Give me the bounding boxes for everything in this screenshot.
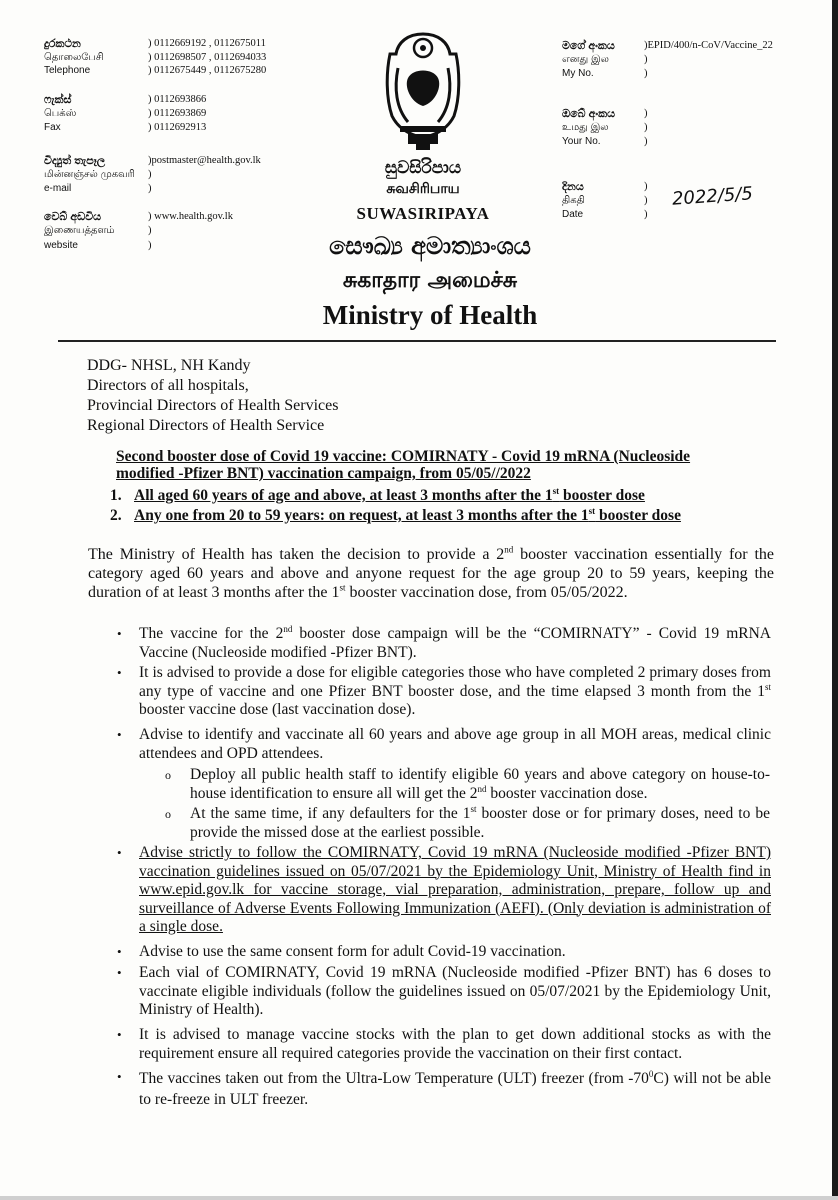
website-paren-2: ) — [148, 225, 152, 236]
bullet-marker: • — [117, 665, 122, 680]
bullet-marker: • — [117, 1069, 122, 1084]
bullet-consent-form: Advise to use the same consent form for adult Covid-19 vaccination. — [139, 943, 566, 960]
bullet-ult-freezer: The vaccines taken out from the Ultra-Low Temperature (ULT) freezer (from $-70^0C$) will not be able to re-freeze in ULT freezer. — [139, 1068, 771, 1108]
bullet-guidelines: Advise strictly to follow the COMIRNATY, Covid 19 mRNA (Nucleoside modified -Pfizer BNT) vaccination guidelines issued on 05/07/2021 by the Epidemiology Unit, Ministry of Health find in www.epid.gov.lk for vaccine storage, vial preparation, administration, prepare, follow up and surveillance of Adverse Events Following Immunization (AEFI). (Only deviation is administration of a single dose. — [139, 844, 771, 935]
email-paren-2: ) — [148, 169, 152, 180]
bullet-eligibility: It is advised to provide a dose for eligible categories those who have completed 2 primary doses from any type of vaccine and one Pfizer BNT booster dose, and the time elapsed 3 month from the 1st booster vaccine dose (last vaccination dose). — [139, 664, 771, 718]
scan-edge-bottom — [0, 1196, 838, 1200]
email-paren-3: ) — [148, 183, 152, 194]
emblem-name-ta: சுவசிரிபாய — [386, 181, 460, 197]
fax-label-si: ෆැක්ස් — [44, 94, 72, 106]
your-no-label-si: ඔබේ අංකය — [562, 108, 615, 120]
website-paren-3: ) — [148, 240, 152, 251]
ministry-name-ta: சுகாதார அமைச்சு — [342, 268, 518, 293]
telephone-label-en: Telephone — [44, 65, 91, 76]
bullet-marker: • — [117, 1027, 122, 1042]
emblem-name-en: SUWASIRIPAYA — [356, 204, 490, 223]
sub-bullet-marker: o — [165, 807, 171, 821]
my-no-label-ta: எனது இல — [562, 54, 609, 65]
scan-edge-right — [832, 0, 838, 1200]
email-value: )postmaster@health.gov.lk — [148, 155, 261, 166]
subject-line-1: Second booster dose of Covid 19 vaccine: COMIRNATY - Covid 19 mRNA (Nucleoside — [116, 448, 691, 465]
bullet-vial-doses: Each vial of COMIRNATY, Covid 19 mRNA (Nucleoside modified -Pfizer BNT) has 6 doses to vaccinate eligible individuals (follow the guidelines issued on 05/07/2021 by the Epidemiology Unit, Ministry of Health). — [139, 964, 771, 1018]
date-paren-2: ) — [644, 195, 648, 206]
handwritten-date: 2022/5/5 — [671, 183, 754, 210]
my-no-paren-3: ) — [644, 68, 648, 79]
telephone-value-2: ) 0112698507 , 0112694033 — [148, 52, 267, 63]
addressee-line: Directors of all hospitals, — [87, 377, 249, 394]
addressee-block — [87, 356, 338, 436]
website-label-si: වෙබ් අඩවිය — [44, 211, 102, 223]
date-label-ta: திகதி — [562, 195, 585, 206]
date-paren-1: ) — [644, 181, 648, 192]
emblem-name-si: සුවසිරිපාය — [384, 158, 462, 178]
fax-value-1: ) 0112693866 — [148, 94, 207, 105]
numbered-item-2: 2. Any one from 20 to 59 years: on request, at least 3 months after the 1st booster dose — [110, 505, 681, 524]
fax-value-2: ) 0112693869 — [148, 108, 207, 119]
website-label-ta: இணையத்தளம் — [44, 225, 115, 236]
bullet-marker: • — [117, 845, 122, 860]
item-number: 1. — [110, 487, 122, 504]
email-label-ta: மின்னஞ்சல் முகவரி — [44, 169, 135, 180]
my-no-label-en: My No. — [562, 68, 594, 79]
numbered-item-1: 1. All aged 60 years of age and above, at least 3 months after the 1st booster dose — [110, 485, 645, 504]
my-no-value: )EPID/400/n-CoV/Vaccine_22 — [644, 40, 773, 51]
sub-bullet-defaulters: At the same time, if any defaulters for the 1st booster dose or for primary doses, need to be provide the missed dose at the earliest possible. — [190, 803, 771, 841]
website-value: ) www.health.gov.lk — [148, 211, 233, 222]
bullet-vaccine-type: The vaccine for the 2nd booster dose campaign will be the “COMIRNATY” - Covid 19 mRNA Vaccine (Nucleoside modified -Pfizer BNT). — [139, 623, 771, 661]
bullet-marker: • — [117, 965, 122, 980]
addressee-line: DDG- NHSL, NH Kandy — [87, 357, 251, 374]
your-no-paren-2: ) — [644, 122, 648, 133]
email-label-si: විද්‍යුත් තැපෑල — [44, 155, 106, 167]
bullet-marker: • — [117, 727, 122, 742]
email-label-en: e-mail — [44, 183, 72, 194]
telephone-label-si: දුරකථන — [44, 38, 81, 50]
bullet-marker: • — [117, 626, 122, 641]
fax-value-3: ) 0112692913 — [148, 122, 207, 133]
your-no-paren-3: ) — [644, 136, 648, 147]
fax-label-en: Fax — [44, 122, 61, 133]
header-divider — [58, 340, 776, 342]
telephone-value-1: ) 0112669192 , 0112675011 — [148, 38, 266, 49]
item-number: 2. — [110, 507, 122, 524]
subject-heading — [116, 448, 746, 482]
ministry-name-en: Ministry of Health — [322, 300, 538, 330]
your-no-paren-1: ) — [644, 108, 648, 119]
bullet-identify: Advise to identify and vaccinate all 60 years and above age group in all MOH areas, medical clinic attendees and OPD attendees. — [139, 726, 771, 762]
addressee-line: Provincial Directors of Health Services — [87, 397, 339, 414]
sub-bullet-deploy-staff: Deploy all public health staff to identify eligible 60 years and above category on house-to-house identification to ensure all will get the 2nd booster vaccination dose. — [190, 766, 770, 802]
subject-line-2: modified -Pfizer BNT) vaccination campaign, from 05/05//2022 — [116, 465, 531, 482]
telephone-label-ta: தொலைபேசி — [44, 52, 104, 63]
telephone-value-3: ) 0112675449 , 0112675280 — [148, 65, 267, 76]
date-label-en: Date — [562, 209, 584, 220]
intro-paragraph: The Ministry of Health has taken the decision to provide a 2nd booster vaccination essentially for the category aged 60 years and above and anyone request for the age group 20 to 59 years, keeping the duration of at least 3 months after the 1st booster vaccination dose, from 05/05/2022. — [88, 544, 774, 601]
fax-label-ta: பெக்ஸ் — [44, 108, 77, 119]
sub-bullet-marker: o — [165, 768, 171, 782]
your-no-label-en: Your No. — [562, 136, 601, 147]
your-no-label-ta: உமது இல — [562, 122, 609, 133]
date-label-si: දිනය — [562, 181, 584, 193]
date-paren-3: ) — [644, 209, 648, 220]
bullet-stock-management: It is advised to manage vaccine stocks with the plan to get down additional stocks as with the requirement ensure all required categories provide the vaccination on their first contact. — [139, 1026, 771, 1062]
website-label-en: website — [44, 240, 78, 251]
ministry-name-si: සෞඛ්‍ය අමාත්‍යාංශය — [329, 232, 531, 260]
addressee-line: Regional Directors of Health Service — [87, 417, 325, 434]
bullet-marker: • — [117, 944, 122, 959]
national-emblem-icon — [378, 28, 468, 152]
my-no-label-si: මගේ අංකය — [562, 40, 615, 52]
my-no-paren-2: ) — [644, 54, 648, 65]
